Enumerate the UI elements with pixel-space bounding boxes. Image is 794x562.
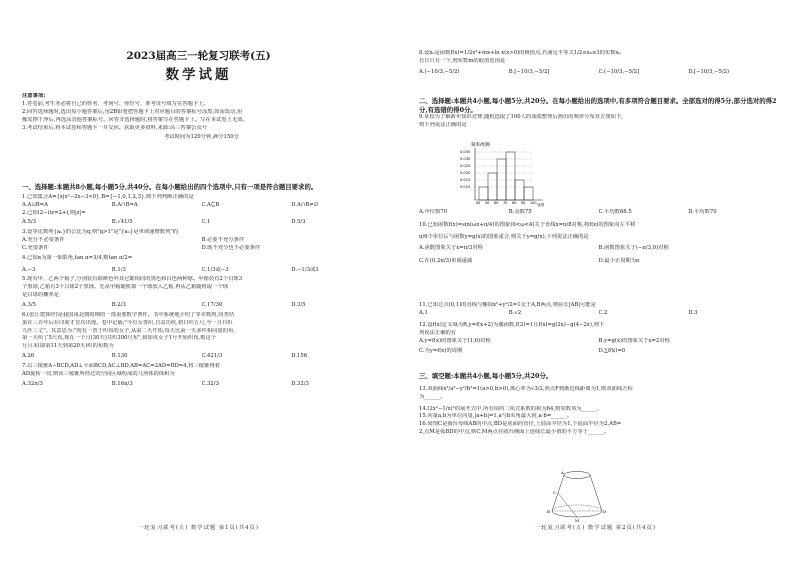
question-stem: 有且只有一个,则实数m的取值范围是 bbox=[419, 57, 506, 64]
question-options bbox=[22, 202, 381, 210]
note-line: 3.考试结束后,将本试卷和答题卡一并交回。获取更多资料,来源:高三答案公众号 bbox=[22, 124, 208, 131]
option-c: C.充要条件 bbox=[22, 244, 49, 251]
option-a: A.充分不必要条件 bbox=[22, 237, 65, 244]
question-options bbox=[22, 237, 381, 245]
option-b: B.[−10/3,−5/2] bbox=[508, 68, 550, 75]
option-a: A.中位数70 bbox=[419, 209, 448, 215]
histogram-y-label: 频率/组距 bbox=[471, 143, 491, 148]
option-c: C.为y=f(x)的周期 bbox=[419, 347, 463, 354]
question-stem: AD旋转一周,则该三棱锥所经过的空间区域构成的几何体的体积为 bbox=[22, 370, 175, 377]
option-b: B.2/3 bbox=[111, 302, 126, 308]
question-stem: 1.已知集合A={x|x²−2x−3<0},B={−1,0,1,2,3},则下列判断正确的是 bbox=[22, 193, 194, 200]
question-options bbox=[419, 243, 778, 255]
x-tick-label: 70 bbox=[503, 201, 508, 205]
option-d: D.−1/3或3 bbox=[291, 266, 319, 273]
option-c: C.1/3或−3 bbox=[201, 266, 229, 273]
page-footer: 一轮复习联考(五) 数学试题 第1页(共4页) bbox=[138, 525, 259, 531]
question-stem: 月月末(即第11天到第20天)织的布数为 bbox=[22, 343, 114, 350]
x-tick-label: 90 bbox=[521, 201, 526, 205]
option-c: C.在(0,2π/3)单调递减 bbox=[419, 257, 473, 264]
option-c: C.平均数68.5 bbox=[598, 209, 632, 215]
option-b: B.√2 bbox=[508, 309, 522, 316]
question-stem: 则下列说法正确的是 bbox=[419, 122, 467, 129]
question-stem: 5.现有甲、乙两个箱子,分别装有除颜色外其它都相同的黑色和白色两种球。甲箱装有2个白球3 bbox=[22, 276, 243, 283]
option-d: D.156 bbox=[291, 353, 308, 360]
question-11 bbox=[419, 302, 778, 318]
question-options bbox=[22, 300, 381, 312]
option-b: B.1/3 bbox=[111, 266, 126, 273]
question-stem: 列说法正确的有 bbox=[419, 329, 457, 336]
option-d: D.平均数70 bbox=[688, 209, 717, 215]
y-tick-label: 0.025 bbox=[460, 164, 471, 169]
y-tick-label: 0.015 bbox=[460, 178, 471, 183]
option-c: C.421/3 bbox=[201, 353, 223, 360]
question-1 bbox=[22, 194, 381, 210]
option-d: D.32/3 bbox=[291, 380, 309, 387]
histogram-x-label: 成绩 bbox=[537, 203, 545, 207]
option-a: A.(−10/3,−5/2) bbox=[419, 68, 460, 75]
question-stem: 12.设f(x)定义域为R,y=f(x+2)为偶函数,f(2)=1且f(x)=g(2x)−g(4−2x),则下 bbox=[419, 322, 605, 328]
question-3 bbox=[22, 229, 381, 253]
option-d: D.[−10/3,−5/2) bbox=[688, 68, 730, 75]
option-a: A.5/3 bbox=[22, 219, 37, 226]
option-d: D.3/5 bbox=[291, 302, 306, 308]
question-options bbox=[22, 217, 381, 229]
note-line: 2.回答选择题时,选出每小题答案后,用2B铅笔把答题卡上对应题目的答案标号涂黑,如需改动,用 bbox=[22, 108, 243, 115]
question-stem: 果在三百年后在印度才首次出现。卷中记载:"今有女善织,日益功疾,初日织五尺,今一月日织 bbox=[22, 319, 233, 326]
question-stem: 7.以三棱锥A−BCD,AD⊥平面BCD,AC⊥BD,AB=AC=2AD=BD=4,将三棱锥绕着 bbox=[22, 362, 220, 369]
option-a: A.函数图象关于x=π/3对称 bbox=[419, 245, 483, 252]
option-b: B.A∩B=A bbox=[111, 201, 138, 208]
question-stem: 3.设等比数列{aₙ}的公比为q,则"q>1"是"{aₙ}是单调递增数列"的 bbox=[22, 229, 179, 236]
x-tick-label: 50 bbox=[485, 201, 490, 205]
question-2 bbox=[22, 210, 381, 230]
question-options bbox=[419, 66, 778, 79]
exam-info: 考试时间为120分钟,满分150分 bbox=[164, 133, 239, 140]
question-10 bbox=[419, 220, 778, 268]
option-d: D.5/3 bbox=[291, 219, 306, 226]
exam-subtitle: 数学试题 bbox=[165, 67, 232, 83]
section-3-heading: 三、填空题:本题共4小题,每小题5分,共20分。 bbox=[419, 372, 553, 380]
option-c: C.17/30 bbox=[201, 302, 223, 308]
option-a: A.−3 bbox=[22, 266, 36, 273]
histogram-bar bbox=[488, 173, 497, 200]
question-9-options bbox=[419, 209, 778, 217]
option-b: B.√41/5 bbox=[111, 219, 133, 226]
section-2 bbox=[419, 97, 778, 130]
y-tick-label: 0.030 bbox=[460, 157, 471, 162]
option-b: B.y=g(x)的图象关于x=2对称 bbox=[598, 337, 670, 344]
histogram-bar bbox=[524, 187, 533, 200]
question-16: 2,点M是弧BD的中点,则C,M两点在圆台侧面上连线长最小值的平方等于______。 bbox=[419, 429, 610, 436]
option-b: B.众数75 bbox=[508, 209, 532, 215]
y-tick-label: 0.035 bbox=[460, 150, 471, 155]
notes-heading: 注意事项: bbox=[22, 93, 46, 99]
question-8 bbox=[419, 50, 778, 79]
question-13: 13.双曲线x²/a²−y²/b²=1(a>0,b>0),离心率为√3/2,焦点F到渐近线距离为1,则双曲线方程 bbox=[419, 385, 633, 392]
frustum-figure bbox=[542, 467, 612, 523]
option-c: C.A⊆B bbox=[201, 201, 220, 208]
question-stem: π/6个单位后与函数y=g(x)的图象重合,则关于y=g(x),下列说法正确的是 bbox=[419, 233, 589, 240]
section-2-heading: 二、选择题:本题共4小题,每小题5分,共20分。在每小题给出的选项中,有多项符合题目要求。全部选对的得5分,部分选对的得2分,有选错的得0分。 bbox=[419, 97, 777, 114]
option-a: A.A∪B=A bbox=[22, 201, 48, 208]
question-stem: 2.已知(2−i)z=2+i,则|z|= bbox=[22, 209, 86, 216]
x-tick-label: 60 bbox=[494, 201, 499, 205]
question-7 bbox=[22, 363, 381, 391]
question-options bbox=[22, 379, 381, 391]
option-b: B.必要不充分条件 bbox=[201, 237, 245, 244]
histogram-bar bbox=[515, 180, 524, 200]
option-a: A.y=f(x)的图象关于(1,0)对称 bbox=[419, 337, 491, 344]
section-1 bbox=[22, 183, 381, 390]
option-a: A.3/5 bbox=[22, 302, 37, 308]
histogram-bar bbox=[506, 152, 515, 200]
question-options bbox=[419, 255, 778, 268]
svg-text:B: B bbox=[547, 509, 550, 514]
question-4 bbox=[22, 253, 381, 276]
option-a: A.26 bbox=[22, 353, 35, 360]
option-d: D.A∩B≠∅ bbox=[291, 201, 319, 208]
question-16: 16.如图C是圆台母线AB的中点,BD是底面的直径,上底面半径为1,下底面半径为2,AB= bbox=[419, 421, 622, 428]
question-stem: 个黑球,乙箱有3个白球2个黑球。先从甲箱随机取一个球放入乙箱,再从乙箱随机取一个球 bbox=[22, 284, 229, 291]
question-15: 15.向量a,b为单位向量,|a+b|=1,a与b夹角最大时,a·b=______。 bbox=[419, 413, 573, 420]
note-line: 橡皮擦干净后,再选涂其他答案标号。回答非选择题时,将答案写在答题卡上。写在本试卷上无效。 bbox=[22, 116, 248, 123]
option-c: C.(−10/3,−5/2] bbox=[598, 68, 640, 75]
option-b: B.130 bbox=[111, 353, 128, 360]
question-stem: 6.(张丘建算经)是我国南北朝时期的一部重要数学著作。书中系统地介绍了等差数列,同类结 bbox=[22, 311, 235, 318]
question-options bbox=[22, 265, 381, 277]
question-14: 14.(2x²−1/x)ⁿ的展开式中,所有项的二项式系数的和为64,则常数项为______。 bbox=[419, 405, 603, 412]
question-13: 为______。 bbox=[419, 393, 446, 400]
histogram-bar bbox=[497, 159, 506, 200]
option-c: C.2 bbox=[598, 309, 608, 316]
question-stem: 9.某校为了解新年知识竞赛,随机选取了100人的成绩整理后画出的频率分布直方图如下, bbox=[419, 114, 623, 121]
svg-text:M: M bbox=[575, 518, 580, 523]
x-tick-label: 100 bbox=[530, 201, 537, 205]
notes-block bbox=[22, 93, 381, 142]
svg-text:C: C bbox=[553, 490, 557, 495]
note-line: 1.答卷前,考生务必将自己的姓名、考场号、座位号、准考证号填写在答题卡上。 bbox=[22, 100, 209, 107]
option-b: B.16π/3 bbox=[111, 380, 133, 387]
histogram-bar bbox=[479, 187, 488, 200]
question-options bbox=[419, 209, 778, 217]
question-stem: 4.已知α为第一象限角,tan α=3/4,则tan α/2= bbox=[22, 254, 133, 261]
y-tick-label: 0.010 bbox=[460, 185, 471, 190]
x-tick-label: 80 bbox=[512, 201, 517, 205]
option-d: D.3 bbox=[688, 309, 698, 316]
option-d: D.既不充分也不必要条件 bbox=[201, 244, 261, 251]
question-stem: 第一天织了5尺布,现在一个月(30天)共织390尺布",假如该女子1号开始织布,则这个 bbox=[22, 335, 217, 342]
x-tick-label: 40 bbox=[476, 201, 481, 205]
question-6 bbox=[22, 312, 381, 363]
question-options bbox=[22, 245, 381, 253]
frequency-histogram bbox=[457, 140, 547, 208]
option-b: B.函数图象关于(−π/3,0)对称 bbox=[598, 245, 669, 252]
question-options bbox=[419, 338, 778, 346]
question-stem: 是白球的概率是 bbox=[22, 292, 60, 299]
question-options bbox=[419, 346, 778, 358]
option-a: A.1 bbox=[419, 309, 428, 316]
option-a: A.32π/3 bbox=[22, 380, 43, 387]
svg-text:D: D bbox=[603, 509, 607, 514]
question-stem: 11.已知过点(0,1)的直线与椭圆x²+y²/2=1交于A,B两点,则弦长|AB|可能是 bbox=[419, 302, 596, 308]
question-12 bbox=[419, 322, 778, 357]
option-c: C.1 bbox=[201, 219, 211, 226]
exam-title: 2023届高三一轮复习联考(五) bbox=[126, 50, 271, 62]
option-c: C.32/3 bbox=[201, 380, 219, 387]
page-2 bbox=[397, 0, 794, 562]
section-1-heading: 一、选择题:本题共8小题,每小题5分,共40分。在每小题给出的四个选项中,只有一项是符合题目要求的。 bbox=[22, 183, 318, 191]
y-tick-label: 0.020 bbox=[460, 171, 471, 176]
question-stem: 10.已知函数f(x)=sin(ωx+π/4)的图象(0<ω<4)关于直线x=π/8对称,将f(x)的图象向左平移 bbox=[419, 222, 636, 228]
option-d: D.最小正周期为π bbox=[598, 257, 640, 264]
question-5 bbox=[22, 276, 381, 311]
question-options bbox=[419, 310, 778, 318]
option-d: D.∑f(k)=0 bbox=[598, 347, 626, 354]
question-stem: 九匹三丈"。其意思为:"现有一善于织布的女子,从第二天开始,每天比前一天多织相同量的布, bbox=[22, 327, 235, 334]
svg-text:A: A bbox=[561, 470, 564, 475]
page-footer: 一轮复习联考(五) 数学试题 第2页(共4页) bbox=[535, 525, 656, 531]
question-options bbox=[22, 351, 381, 363]
section-3 bbox=[419, 372, 778, 437]
question-stem: 8.设x₀是函数f(x)=1/2x²+mx+ln x(x>0)的极值点,若满足不等式1/2≤x₀≤3的实数x₀ bbox=[419, 50, 621, 56]
